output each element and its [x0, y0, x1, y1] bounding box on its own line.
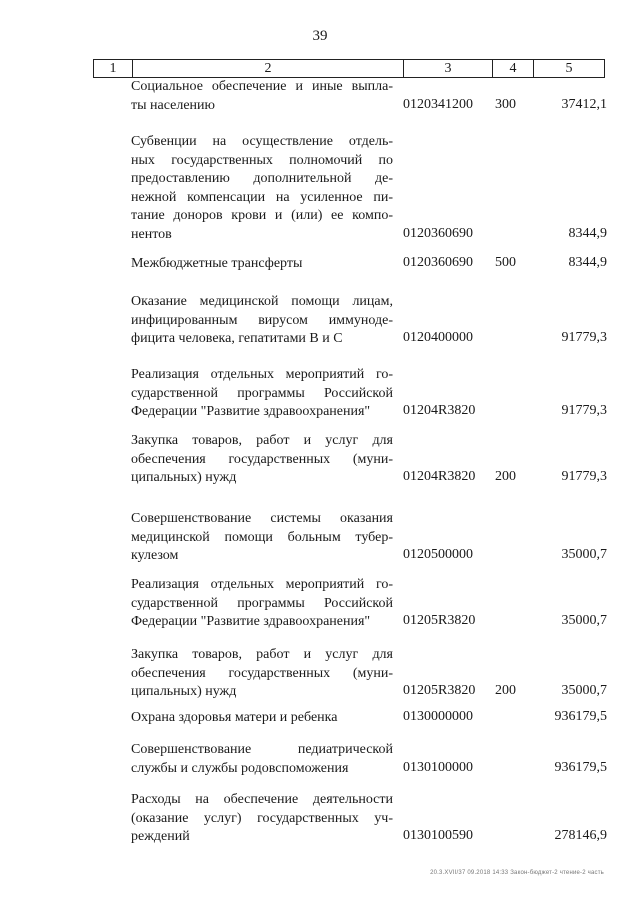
amount-value: 35000,7: [561, 547, 607, 562]
amount-value: 37412,1: [561, 96, 607, 112]
row-description-line: обеспечения государственных (муни-: [131, 451, 393, 467]
page-number: 39: [312, 28, 328, 44]
footer-note: 20.3.XVII/37 09.2018 14:33 Закон-бюджет-2 чтение-2 часть: [430, 870, 604, 876]
row-description-line: Федерации "Развитие здравоохранения": [131, 614, 371, 629]
row-description-line: медицинской помощи больным тубер-: [131, 529, 393, 545]
column-header-3: 3: [404, 60, 493, 78]
row-description-line: Оказание медицинской помощи лицам,: [131, 294, 393, 309]
row-description-line: сударственной программы Российской: [131, 385, 393, 401]
row-description-line: Расходы на обеспечение деятельности: [131, 792, 393, 807]
row-description-line: Закупка товаров, работ и услуг для: [131, 647, 393, 662]
row-description-line: (оказание услуг) государственных уч-: [131, 810, 393, 826]
row-description: [131, 366, 393, 422]
row-description: [131, 133, 393, 244]
amount-value: 35000,7: [561, 613, 607, 628]
row-description: [131, 741, 393, 778]
row-description-line: Федерации "Развитие здравоохранения": [131, 404, 371, 419]
expense-type-code: 500: [495, 255, 516, 270]
row-description-line: ных государственных полномочий по: [131, 152, 393, 168]
row-description: [131, 709, 393, 728]
amount-value: 91779,3: [561, 403, 607, 418]
amount-value: 8344,9: [568, 255, 607, 270]
expense-type-code: 200: [495, 469, 516, 484]
target-article-code: 0130000000: [403, 709, 473, 724]
row-description: [131, 78, 393, 115]
amount-value: 35000,7: [561, 683, 607, 698]
row-description-line: фицита человека, гепатитами В и С: [131, 331, 343, 346]
row-description-line: Совершенствование системы оказания: [131, 511, 393, 526]
row-description: [131, 255, 393, 274]
row-description-line: Закупка товаров, работ и услуг для: [131, 433, 393, 448]
target-article-code: 0120341200: [403, 96, 473, 112]
target-article-code: 01204R3820: [403, 469, 476, 484]
target-article-code: 01205R3820: [403, 613, 476, 628]
amount-value: 8344,9: [568, 225, 607, 241]
row-description-line: ты населению: [131, 97, 215, 113]
column-header-2: 2: [133, 60, 404, 78]
amount-value: 91779,3: [561, 330, 607, 345]
row-description-line: службы и службы родовспоможения: [131, 760, 349, 776]
row-description: [131, 576, 393, 632]
amount-value: 936179,5: [554, 759, 607, 775]
row-description-line: Совершенствование педиатрической: [131, 742, 393, 757]
amount-value: 278146,9: [554, 828, 607, 843]
expense-type-code: 200: [495, 683, 516, 698]
row-description-line: Реализация отдельных мероприятий го-: [131, 367, 393, 382]
target-article-code: 01205R3820: [403, 683, 476, 698]
column-header-5: 5: [534, 60, 605, 78]
target-article-code: 0120400000: [403, 330, 473, 345]
row-description-line: ципальных) нужд: [131, 684, 237, 699]
target-article-code: 0120360690: [403, 225, 473, 241]
target-article-code: 01204R3820: [403, 403, 476, 418]
column-header-table: [93, 59, 605, 78]
row-description-line: инфицированным вирусом иммуноде-: [131, 312, 393, 328]
row-description-line: нежной компенсации на усиленное пи-: [131, 189, 393, 205]
row-description-line: предоставлению дополнительной де-: [131, 171, 393, 186]
column-header-1: 1: [94, 60, 133, 78]
amount-value: 936179,5: [554, 709, 607, 724]
column-header-row: [94, 60, 605, 78]
row-description-line: Охрана здоровья матери и ребенка: [131, 710, 338, 725]
row-description-line: Реализация отдельных мероприятий го-: [131, 577, 393, 592]
target-article-code: 0120360690: [403, 255, 473, 270]
row-description-line: Межбюджетные трансферты: [131, 256, 303, 271]
row-description-line: кулезом: [131, 548, 179, 563]
row-description-line: Социальное обеспечение и иные выпла-: [131, 79, 393, 94]
target-article-code: 0130100000: [403, 759, 473, 775]
amount-value: 91779,3: [561, 469, 607, 484]
target-article-code: 0120500000: [403, 547, 473, 562]
row-description: [131, 791, 393, 847]
column-header-4: 4: [493, 60, 534, 78]
target-article-code: 0130100590: [403, 828, 473, 843]
row-description-line: ципальных) нужд: [131, 470, 237, 485]
row-description: [131, 646, 393, 702]
row-description-line: обеспечения государственных (муни-: [131, 665, 393, 681]
row-description-line: сударственной программы Российской: [131, 595, 393, 611]
row-description-line: реждений: [131, 829, 190, 844]
expense-type-code: 300: [495, 96, 516, 112]
row-description: [131, 510, 393, 566]
row-description-line: тание доноров крови и (или) ее компо-: [131, 208, 393, 223]
row-description: [131, 293, 393, 349]
row-description: [131, 432, 393, 488]
row-description-line: Субвенции на осуществление отдель-: [131, 134, 393, 149]
row-description-line: нентов: [131, 226, 172, 242]
